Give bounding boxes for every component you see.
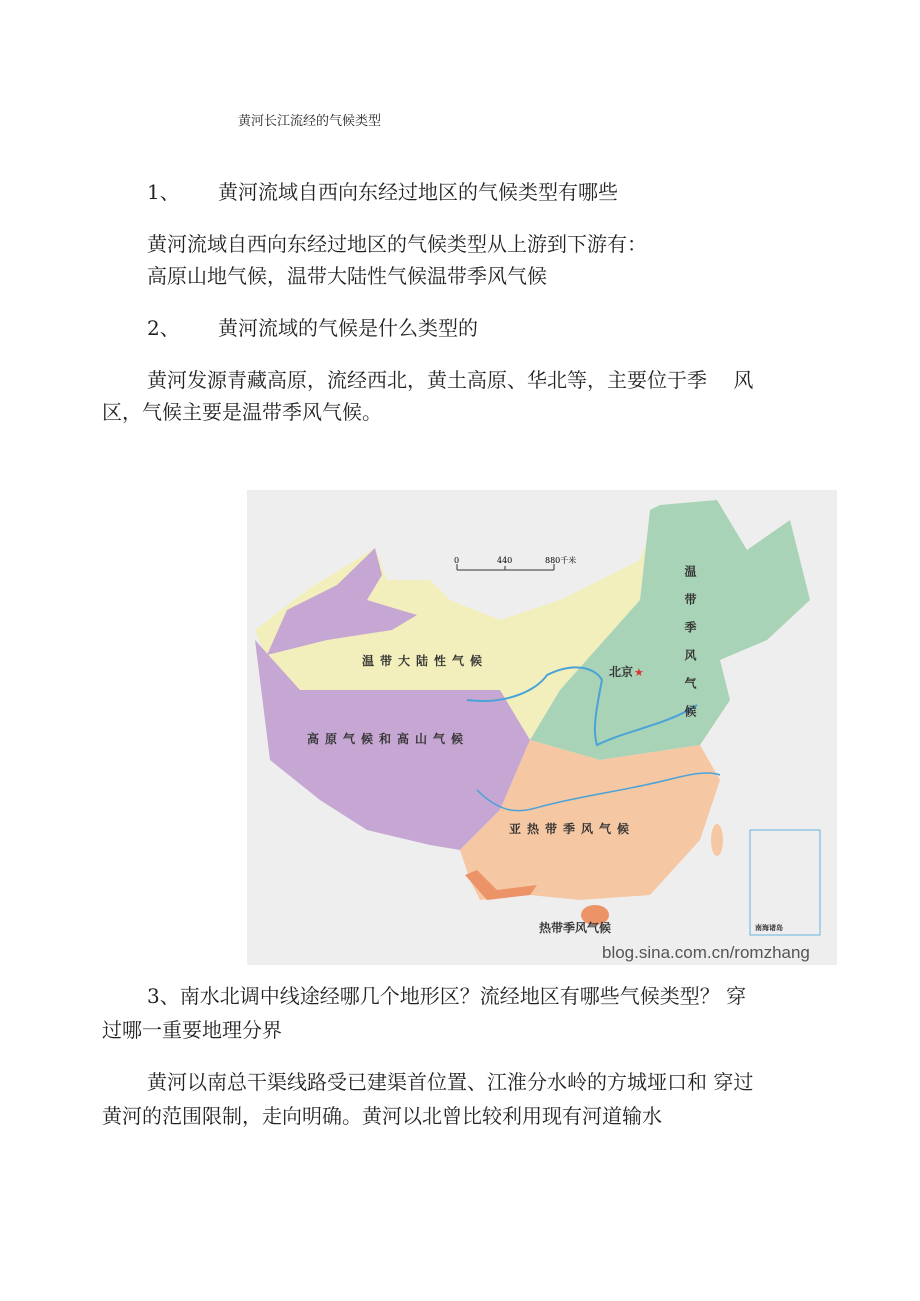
inset-label: 南海诸岛: [755, 923, 783, 932]
label-continental: 温带大陆性气候: [362, 654, 489, 668]
taiwan: [711, 824, 723, 856]
label-temperate-monsoon: 温带季风气候: [683, 565, 697, 733]
watermark: blog.sina.com.cn/romzhang: [602, 943, 810, 962]
answer-3-line-1: 黄河以南总干渠线路受已建渠首位置、江淮分水岭的方城垭口和 穿过: [147, 1070, 754, 1094]
scale-880: 880千米: [545, 556, 577, 565]
answer-2-line-2: 区，气候主要是温带季风气候。: [102, 400, 382, 424]
china-climate-map: [247, 490, 837, 965]
label-tropical: 热带季风气候: [539, 921, 612, 935]
question-2-number: 2、: [147, 316, 180, 340]
answer-1-line-1: 黄河流域自西向东经过地区的气候类型从上游到下游有：: [147, 232, 647, 256]
answer-2-line-1: 黄河发源青藏高原，流经西北，黄土高原、华北等，主要位于季 风: [147, 368, 754, 392]
document-title: 黄河长江流经的气候类型: [238, 114, 382, 129]
label-beijing: 北京: [609, 665, 634, 679]
scale-0: 0: [454, 556, 460, 565]
beijing-star-icon: ★: [634, 666, 644, 679]
question-1: 黄河流域自西向东经过地区的气候类型有哪些: [218, 180, 618, 204]
question-3-line-1: 3、南水北调中线途经哪几个地形区？流经地区有哪些气候类型？ 穿: [147, 984, 747, 1008]
question-1-number: 1、: [147, 180, 180, 204]
question-2: 黄河流域的气候是什么类型的: [218, 316, 478, 340]
scale-440: 440: [497, 556, 513, 565]
label-plateau: 高原气候和高山气候: [307, 732, 470, 746]
answer-3-line-2: 黄河的范围限制，走向明确。黄河以北曾比较利用现有河道输水: [102, 1104, 662, 1128]
question-3-line-2: 过哪一重要地理分界: [102, 1018, 282, 1042]
label-subtropical: 亚热带季风气候: [509, 822, 636, 836]
answer-1-line-2: 高原山地气候，温带大陆性气候温带季风气候: [147, 264, 547, 288]
